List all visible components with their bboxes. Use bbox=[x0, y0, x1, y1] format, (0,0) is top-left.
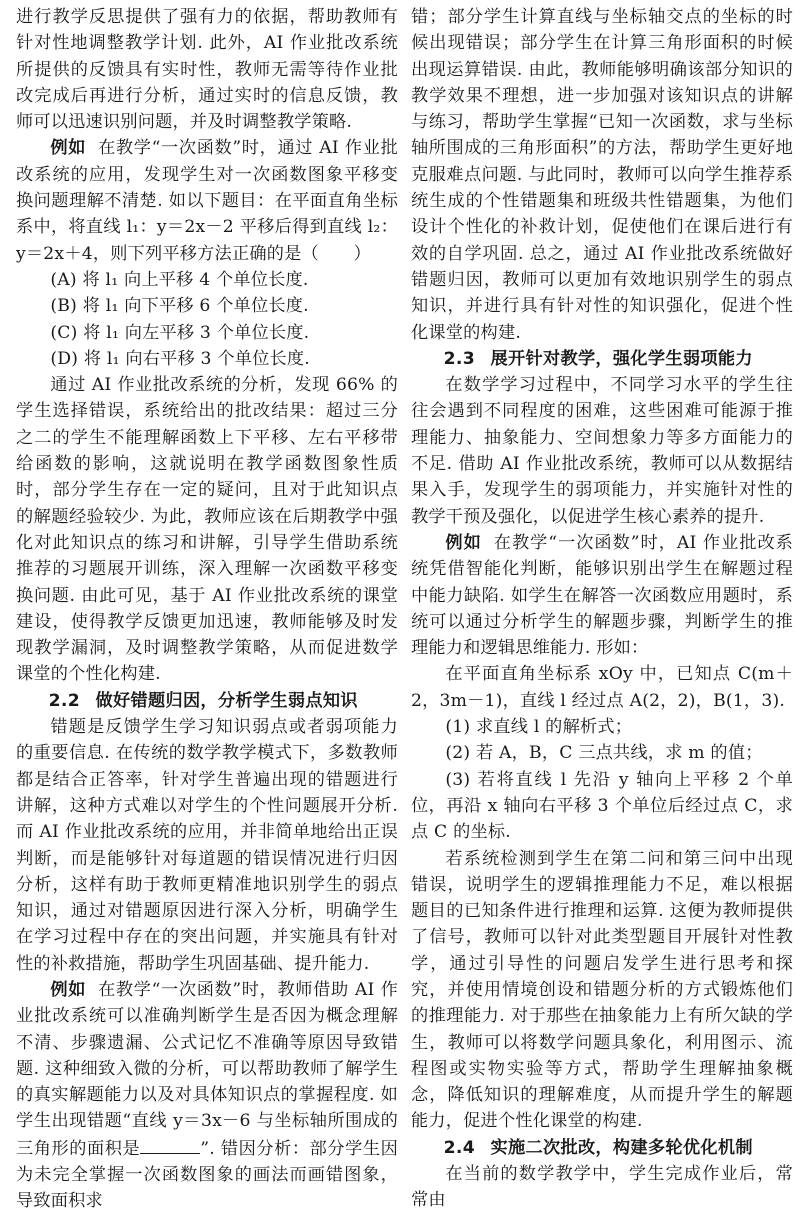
example-text: 在教学“一次函数”时，AI 作业批改系统凭借智能化判断，能够识别出学生在解题过程中能力缺陷. 如学生在解答一次函数应用题时，系统可以通过分析学生的解题步骤，判断学生的推理能力和逻辑思维能力. 形如： bbox=[411, 532, 794, 659]
example-paragraph bbox=[411, 530, 793, 661]
paragraph: 错；部分学生计算直线与坐标轴交点的坐标的时候出现错误；部分学生在计算三角形面积的时候出现运算错误. 由此，教师能够明确该部分知识的教学效果不理想，进一步加强对该知识点的讲解与练习，帮助学生掌握“已知一次函数，求与坐标轴所围成的三角形面积”的方法，帮助学生更好地克服难点问题. 与此同时，教师可以向学生推荐系统生成的个性错题集和班级共性错题集，为他们设计个性化的补救计划，促使他们在课后进行有效的自学巩固. 总之，通过 AI 作业批改系统做好错题归因，教师可以更加有效地识别学生的弱点知识，并进行具有针对性的知识强化，促进个性化课堂的构建. bbox=[411, 7, 793, 343]
example-keyword: 例如 bbox=[50, 138, 87, 159]
section-heading-2-3 bbox=[411, 346, 793, 372]
left-column bbox=[16, 4, 398, 1215]
question-2: (2) 若 A，B，C 三点共线，求 m 的值； bbox=[445, 743, 763, 764]
option-d: (D) 将 l₁ 向右平移 3 个单位长度. bbox=[50, 348, 310, 369]
example-text: 在教学“一次函数”时，教师借助 AI 作业批改系统可以准确判断学生是否因为概念理解不清、步骤遗漏、公式记忆不准确等原因导致错题. 这种细致入微的分析，可以帮助教师了解学生的真实解题能力以及对具体知识点的掌握程度. 如学生出现错题“直线 y＝3x－6 与坐标轴所围成的三角形的面积是 bbox=[16, 979, 398, 1159]
option-a: (A) 将 l₁ 向上平移 4 个单位长度. bbox=[50, 269, 309, 290]
paragraph: 错题是反馈学生学习知识弱点或者弱项能力的重要信息. 在传统的数学教学模式下，多数教师都是结合正答率，针对学生普遍出现的错题进行讲解，这种方式难以对学生的个性问题展开分析. 而 AI 作业批改系统的应用，并非简单地给出正误判断，而是能够针对每道题的错误情况进行归因分析，这样有助于教师更精准地识别学生的弱点知识，通过对错题原因进行深入分析，明确学生在学习过程中存在的突出问题，并实施具有针对性的补救措施，帮助学生巩固基础、提升能力. bbox=[16, 717, 398, 974]
option-c: (C) 将 l₁ 向左平移 3 个单位长度. bbox=[50, 322, 310, 343]
example-paragraph bbox=[16, 977, 398, 1215]
section-number: 2.3 bbox=[443, 348, 476, 369]
example-text: 在教学“一次函数”时，通过 AI 作业批改系统的应用，发现学生对一次函数图象平移变换问题理解不清楚. 如以下题目：在平面直角坐标系中，将直线 l₁：y＝2x－2 平移后得到直线 l₂：y＝2x＋4，则下列平移方法正确的是（ ） bbox=[16, 138, 398, 264]
section-heading-2-2 bbox=[16, 688, 398, 714]
section-number: 2.4 bbox=[443, 1137, 476, 1158]
section-title: 做好错题归因，分析学生弱点知识 bbox=[95, 690, 358, 711]
answer-blank bbox=[140, 1135, 200, 1154]
paragraph: 通过 AI 作业批改系统的分析，发现 66% 的学生选择错误，系统给出的批改结果：超过三分之二的学生不能理解函数上下平移、左右平移带给函数的影响，这就说明在教学函数图象性质时，部分学生存在一定的疑问，且对于此知识点的解题经验较少. 为此，教师应该在后期教学中强化对此知识点的练习和讲解，引导学生借助系统推荐的习题展开训练，深入理解一次函数平移变换问题. 由此可见，基于 AI 作业批改系统的课堂建设，使得教学反馈更加迅速，教师能够及时发现教学漏洞，及时调整教学策略，从而促进数学课堂的个性化构建. bbox=[16, 375, 398, 685]
example-paragraph bbox=[16, 135, 398, 266]
section-number: 2.2 bbox=[48, 690, 81, 711]
section-heading-2-4 bbox=[411, 1135, 793, 1161]
section-title: 实施二次批改，构建多轮优化机制 bbox=[490, 1137, 753, 1158]
example-text-continued: ”. 错因分析：部分学生因为未完全掌握一次函数图象的画法而画错图象，导致面积求 bbox=[16, 1138, 398, 1212]
example-keyword: 例如 bbox=[50, 979, 87, 1000]
question-3: (3) 若将直线 l 先沿 y 轴向上平移 2 个单位，再沿 x 轴向右平移 3 个单位后经过点 C，求点 C 的坐标. bbox=[411, 769, 793, 843]
paragraph: 若系统检测到学生在第二问和第三问中出现错误，说明学生的逻辑推理能力不足，难以根据题目的已知条件进行推理和运算. 这便为教师提供了信号，教师可以针对此类型题目开展针对性教学，通过引导性的问题启发学生进行思考和探究，并使用情境创设和错题分析的方式锻炼他们的推理能力. 对于那些在抽象能力上有所欠缺的学生，教师可以将数学问题具象化，利用图示、流程图或实物实验等方式，帮助学生理解抽象概念，降低知识的理解难度，从而提升学生的解题能力，促进个性化课堂的构建. bbox=[411, 848, 793, 1132]
example-keyword: 例如 bbox=[445, 532, 482, 553]
question-1: (1) 求直线 l 的解析式； bbox=[445, 717, 633, 738]
paragraph: 在当前的数学教学中，学生完成作业后，常常由 bbox=[411, 1164, 793, 1211]
problem-statement: 在平面直角坐标系 xOy 中，已知点 C(m＋2，3m－1)，直线 l 经过点 A(2，2)，B(1，3). bbox=[411, 664, 793, 711]
right-column bbox=[411, 4, 793, 1214]
paragraph: 进行教学反思提供了强有力的依据，帮助教师有针对性地调整教学计划. 此外，AI 作业批改系统所提供的反馈具有实时性，教师无需等待作业批改完成后再进行分析，通过实时的信息反馈，教师可以迅速识别问题，并及时调整教学策略. bbox=[16, 7, 398, 133]
option-b: (B) 将 l₁ 向下平移 6 个单位长度. bbox=[50, 296, 309, 317]
paragraph: 在数学学习过程中，不同学习水平的学生往往会遇到不同程度的困难，这些困难可能源于推理能力、抽象能力、空间想象力等多方面能力的不足. 借助 AI 作业批改系统，教师可以从数据结果入手，发现学生的弱项能力，并实施针对性的教学干预及强化，以促进学生核心素养的提升. bbox=[411, 375, 793, 527]
section-title: 展开针对教学，强化学生弱项能力 bbox=[490, 348, 753, 369]
